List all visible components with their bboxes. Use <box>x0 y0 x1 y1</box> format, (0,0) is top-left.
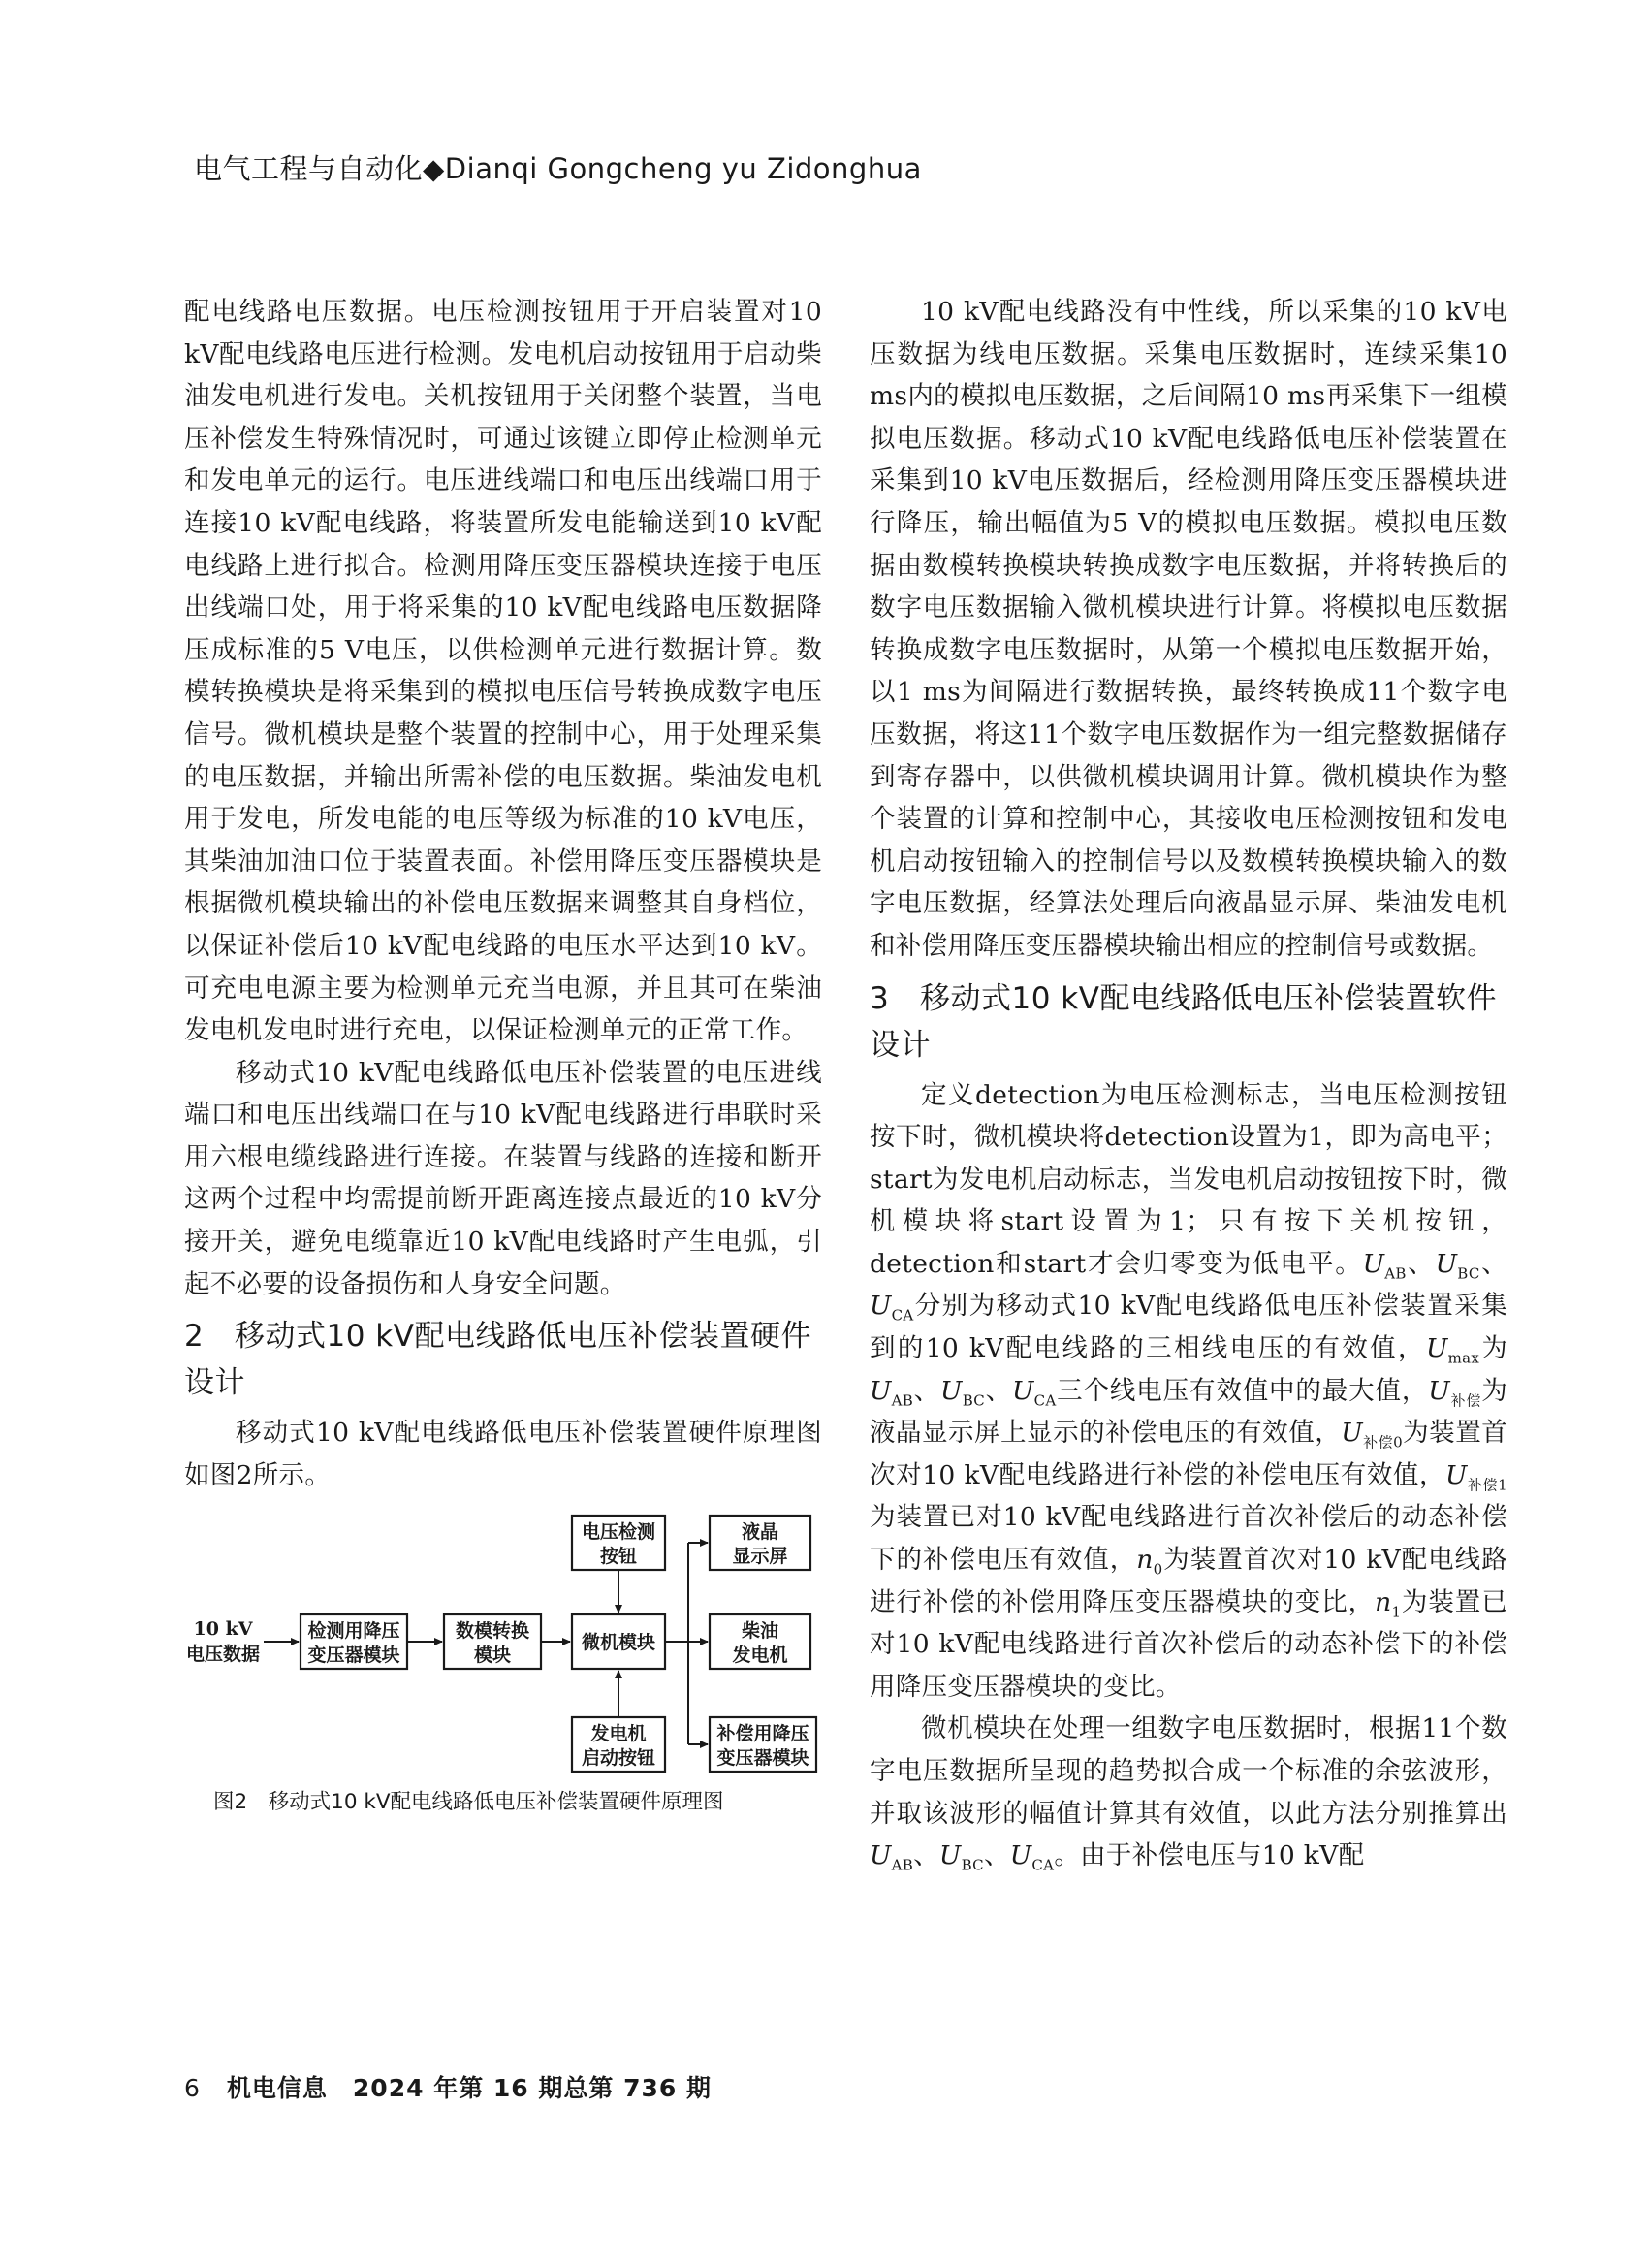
text-run: 为装置已对10 kV配电线路进行首次补偿后的动态补偿下的补偿电压有效值， <box>870 1502 1507 1576</box>
box-label: 检测用降压 <box>307 1620 400 1643</box>
section-heading <box>870 975 1507 1069</box>
separator: 、 <box>985 1375 1013 1406</box>
left-column <box>184 291 822 1815</box>
subscript: AB <box>891 1856 914 1874</box>
subscript: 0 <box>1153 1560 1163 1579</box>
text-run: 分别为移动式10 kV配电线路低电压补偿装置采集到的10 kV配电线路的三相线电压的有效值， <box>870 1291 1507 1364</box>
symbol: U <box>1445 1459 1468 1490</box>
right-column <box>870 291 1507 1877</box>
paragraph: 移动式10 kV配电线路低电压补偿装置硬件原理图如图2所示。 <box>184 1418 822 1490</box>
subscript: CA <box>1033 1390 1057 1409</box>
symbol: U <box>1435 1248 1458 1279</box>
symbol: U <box>938 1840 962 1871</box>
paragraph <box>870 1074 1507 1709</box>
text-run: 为液晶显示屏上显示的补偿电压的有效值， <box>870 1375 1507 1449</box>
subscript: CA <box>1031 1856 1055 1874</box>
separator: 、 <box>1479 1248 1507 1279</box>
symbol: U <box>1362 1248 1385 1279</box>
symbol: U <box>870 1375 892 1406</box>
paragraph: 配电线路电压数据。电压检测按钮用于开启装置对10 kV配电线路电压进行检测。发电机启动按钮用于启动柴油发电机进行发电。关机按钮用于关闭整个装置，当电压补偿发生特殊情况时，可通过该键立即停止检测单元和发电单元的运行。电压进线端口和电压出线端口用于连接10 kV配电线路，将装置所发电能输送到10 kV配电线路上进行拟合。检测用降压变压器模块连接于电压出线端口处，用于将采集的10 kV配电线路电压数据降压成标准的5 V电压，以供检测单元进行数据计算。数模转换模块是将采集到的模拟电压信号转换成数字电压信号。微机模块是整个装置的控制中心，用于处理采集的电压数据，并输出所需补偿的电压数据。柴油发电机用于发电，所发电能的电压等级为标准的10 kV电压，其柴油加油口位于装置表面。补偿用降压变压器模块是根据微机模块输出的补偿电压数据来调整其自身档位，以保证补偿后10 kV配电线路的电压水平达到10 kV。可充电电源主要为检测单元充当电源，并且其可在柴油发电机发电时进行充电，以保证检测单元的正常工作。 <box>184 297 822 1046</box>
box-label: 柴油 <box>741 1620 779 1643</box>
box-label: 变压器模块 <box>716 1747 809 1770</box>
box-label: 显示屏 <box>732 1546 788 1568</box>
symbol: U <box>870 1291 892 1322</box>
figure-hardware-diagram <box>184 1506 822 1777</box>
subscript: 补偿0 <box>1362 1433 1403 1452</box>
separator: 、 <box>983 1840 1010 1871</box>
section-number: 2 <box>184 1319 205 1355</box>
symbol: n <box>1375 1586 1392 1617</box>
figure-caption: 图2 移动式10 kV配电线路低电压补偿装置硬件原理图 <box>213 1790 724 1815</box>
paragraph <box>870 1708 1507 1876</box>
subscript: max <box>1447 1349 1480 1367</box>
box-label: 模块 <box>473 1645 512 1667</box>
subscript: 1 <box>1391 1602 1402 1620</box>
separator: 、 <box>913 1375 941 1406</box>
journal-issue: 机电信息 2024 年第 16 期总第 736 期 <box>226 2074 712 2102</box>
box-label: 变压器模块 <box>307 1645 400 1667</box>
separator: 、 <box>913 1840 939 1871</box>
page-number: 6 <box>184 2074 200 2102</box>
section-number: 3 <box>870 980 890 1016</box>
text-run: 为装置已对10 kV配电线路进行首次补偿后的动态补偿下的补偿用降压变压器模块的变比。 <box>870 1586 1507 1702</box>
symbol: U <box>1341 1418 1363 1449</box>
section-title: 移动式10 kV配电线路低电压补偿装置硬件设计 <box>184 1319 811 1401</box>
text-run: 。由于补偿电压与10 kV配 <box>1054 1840 1365 1871</box>
separator: 、 <box>1406 1248 1436 1279</box>
symbol: n <box>1136 1545 1154 1576</box>
subscript: CA <box>891 1306 914 1325</box>
subscript: AB <box>1384 1264 1407 1283</box>
symbol: U <box>1428 1375 1450 1406</box>
box-label: 发电机 <box>590 1723 647 1745</box>
text-run: 为 <box>1479 1333 1507 1364</box>
box-label: 按钮 <box>599 1546 638 1568</box>
box-label: 数模转换 <box>455 1620 530 1643</box>
symbol: U <box>1009 1840 1032 1871</box>
block-diagram <box>184 1506 822 1777</box>
section-title: 移动式10 kV配电线路低电压补偿装置软件设计 <box>870 980 1497 1063</box>
box-label: 补偿用降压 <box>716 1723 809 1745</box>
input-label-line1: 10 kV <box>193 1618 253 1641</box>
box-label: 微机模块 <box>581 1632 656 1654</box>
subscript: AB <box>891 1390 914 1409</box>
paragraph: 移动式10 kV配电线路低电压补偿装置的电压进线端口和电压出线端口在与10 kV配电线路进行串联时采用六根电缆线路进行连接。在装置与线路的连接和断开这两个过程中均需提前断开距离连接点最近的10 kV分接开关，避免电缆靠近10 kV配电线路时产生电弧，引起不必要的设备损伤和人身安全问题。 <box>184 1057 822 1299</box>
text-run: 定义detection为电压检测标志，当电压检测按钮按下时，微机模块将detection设置为1，即为高电平；start为发电机启动标志，当发电机启动按钮按下时，微机模块将start设置为1；只有按下关机按钮，detection和start才会归零变为低电平。 <box>870 1079 1507 1279</box>
text-run: 微机模块在处理一组数字电压数据时，根据11个数字电压数据所呈现的趋势拟合成一个标准的余弦波形，并取该波形的幅值计算其有效值，以此方法分别推算出 <box>870 1713 1507 1829</box>
section-heading <box>184 1313 822 1406</box>
symbol: U <box>1425 1333 1448 1364</box>
running-header <box>184 144 922 190</box>
symbol: U <box>940 1375 963 1406</box>
box-label: 启动按钮 <box>581 1747 656 1770</box>
subscript: 补偿 <box>1449 1390 1482 1409</box>
text-run: 为装置首次对10 kV配电线路进行补偿的补偿电压有效值， <box>870 1418 1508 1490</box>
box-label: 电压检测 <box>581 1521 656 1544</box>
subscript: 补偿1 <box>1467 1476 1507 1494</box>
journal-name: 电气工程与自动化◆Dianqi Gongcheng yu Zidonghua <box>194 151 922 185</box>
text-run: 三个线电压有效值中的最大值， <box>1056 1375 1429 1406</box>
symbol: U <box>870 1840 892 1871</box>
subscript: BC <box>1457 1264 1480 1283</box>
subscript: BC <box>962 1390 986 1409</box>
text-run: 为装置首次对10 kV配电线路进行补偿的补偿用降压变压器模块的变比， <box>870 1545 1508 1617</box>
page-footer <box>184 2069 960 2104</box>
symbol: U <box>1012 1375 1034 1406</box>
paragraph: 10 kV配电线路没有中性线，所以采集的10 kV电压数据为线电压数据。采集电压数据时，连续采集10 ms内的模拟电压数据，之后间隔10 ms再采集下一组模拟电压数据。移动式10 kV配电线路低电压补偿装置在采集到10 kV电压数据后，经检测用降压变压器模块进行降压，输出幅值为5 V的模拟电压数据。模拟电压数据由数模转换模块转换成数字电压数据，并将转换后的数字电压数据输入微机模块进行计算。将模拟电压数据转换成数字电压数据时，从第一个模拟电压数据开始，以1 ms为间隔进行数据转换，最终转换成11个数字电压数据，将这11个数字电压数据作为一组完整数据储存到寄存器中，以供微机模块调用计算。微机模块作为整个装置的计算和控制中心，其接收电压检测按钮和发电机启动按钮输入的控制信号以及数模转换模块输入的数字电压数据，经算法处理后向液晶显示屏、柴油发电机和补偿用降压变压器模块输出相应的控制信号或数据。 <box>870 297 1507 961</box>
box-label: 发电机 <box>732 1645 788 1667</box>
input-label-line2: 电压数据 <box>185 1644 261 1666</box>
box-label: 液晶 <box>741 1521 779 1544</box>
subscript: BC <box>961 1856 984 1874</box>
